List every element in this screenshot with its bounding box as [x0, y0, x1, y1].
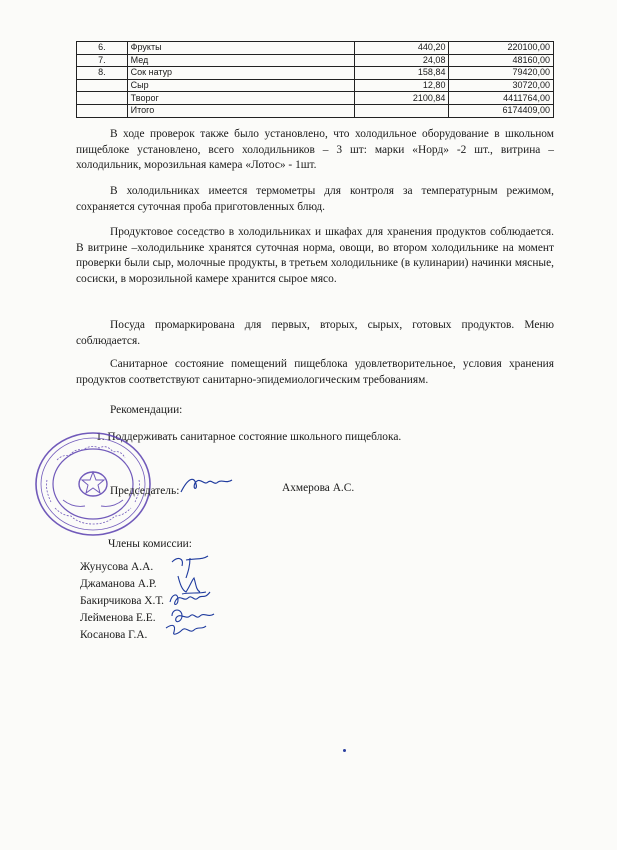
paragraph-thermometers: В холодильниках имеется термометры для контроля за температурным режимом, сохраняется суточная проба приготовленных блюд. — [76, 185, 554, 213]
member-name: Косанова Г.А. — [80, 629, 148, 641]
row-number: 6. — [77, 42, 128, 55]
table-row — [77, 67, 554, 80]
paragraph-equipment: В ходе проверок также было установлено, что холодильное оборудование в школьном пищеблоке установлено, всего холодильников – 3 шт: марки «Норд» -2 шт., витрина –холодильник, морозильная камера «Лотос» - 1шт. — [76, 128, 554, 172]
product-sum: 6174409,00 — [449, 104, 554, 117]
chair-label: Председатель: — [110, 485, 180, 497]
table-row — [77, 54, 554, 67]
product-sum: 30720,00 — [449, 79, 554, 92]
table-row — [77, 104, 554, 117]
product-name: Итого — [127, 104, 354, 117]
chair-name: Ахмерова А.С. — [282, 482, 355, 494]
chair-signature — [178, 474, 234, 496]
product-sum: 79420,00 — [449, 67, 554, 80]
product-sum: 48160,00 — [449, 54, 554, 67]
member-name: Лейменова Е.Е. — [80, 612, 156, 624]
product-sum: 4411764,00 — [449, 92, 554, 105]
products-table — [76, 41, 554, 118]
paragraph-storage: Продуктовое соседство в холодильниках и шкафах для хранения продуктов соблюдается. В витрине –холодильнике хранятся суточная норма, овощи, во втором холодильнике на момент проверки были сыр, молочные продукты, в третьем холодильнике (в кулинарии) начинки мясные, сосиски, в морозильной камере хранится сырое мясо. — [76, 226, 554, 285]
members-label: Члены комиссии: — [108, 538, 192, 550]
official-stamp — [33, 430, 153, 538]
product-name: Мед — [127, 54, 354, 67]
table-row — [77, 42, 554, 55]
product-quantity: 12,80 — [354, 79, 448, 92]
product-quantity: 2100,84 — [354, 92, 448, 105]
product-sum: 220100,00 — [449, 42, 554, 55]
member-name: Бакирчикова Х.Т. — [80, 595, 164, 607]
recommendations-heading: Рекомендации: — [110, 404, 183, 416]
row-number: 8. — [77, 67, 128, 80]
product-name: Сыр — [127, 79, 354, 92]
member-name: Джаманова А.Р. — [80, 578, 157, 590]
product-name: Сок натур — [127, 67, 354, 80]
ink-dot — [343, 749, 346, 752]
paragraph-sanitary: Санитарное состояние помещений пищеблока удовлетворительное, условия хранения продуктов соответствуют санитарно-эпидемиологическим требованиям. — [76, 358, 554, 386]
row-number: 7. — [77, 54, 128, 67]
product-quantity — [354, 104, 448, 117]
row-number — [77, 92, 128, 105]
product-name: Творог — [127, 92, 354, 105]
row-number — [77, 104, 128, 117]
table-row — [77, 92, 554, 105]
product-name: Фрукты — [127, 42, 354, 55]
product-quantity: 440,20 — [354, 42, 448, 55]
product-quantity: 24,08 — [354, 54, 448, 67]
recommendation-item: 1. Поддерживать санитарное состояние школьного пищеблока. — [96, 431, 402, 443]
member-name: Жунусова А.А. — [80, 561, 154, 573]
paragraph-dishes: Посуда промаркирована для первых, вторых, сырых, готовых продуктов. Меню соблюдается. — [76, 319, 554, 347]
member-signature — [162, 620, 208, 640]
product-quantity: 158,84 — [354, 67, 448, 80]
table-row — [77, 79, 554, 92]
row-number — [77, 79, 128, 92]
